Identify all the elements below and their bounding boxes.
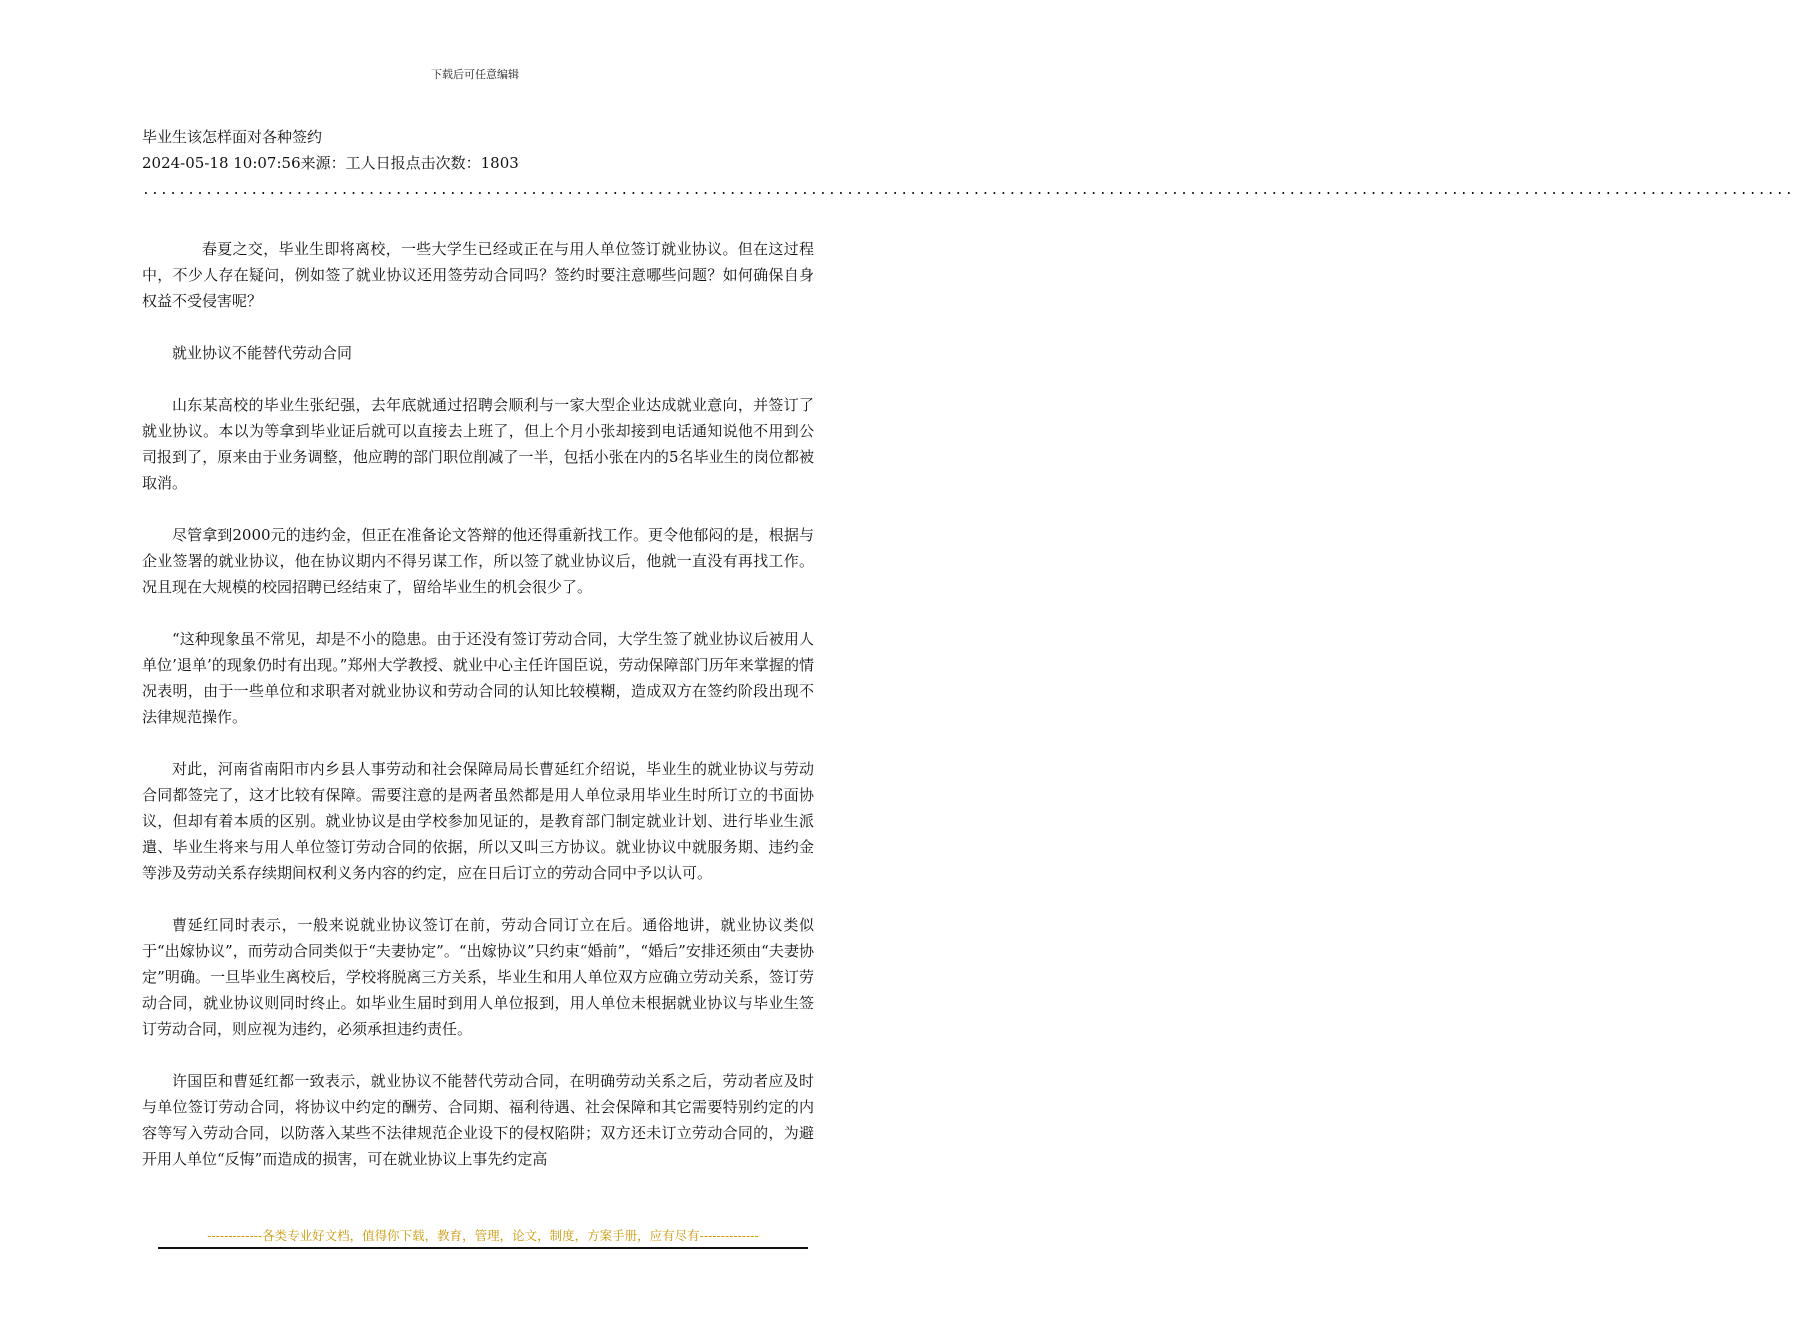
article-title: 毕业生该怎样面对各种签约 (142, 128, 323, 146)
paragraph: 许国臣和曹延红都一致表示，就业协议不能替代劳动合同，在明确劳动关系之后，劳动者应及时与单位签订劳动合同，将协议中约定的酬劳、合同期、福利待遇、社会保障和其它需要特别约定的内容等写入劳动合同，以防落入某些不法律规范企业设下的侵权陷阱；双方还未订立劳动合同的，为避开用人单位“反悔”而造成的损害，可在就业协议上事先约定高 (142, 1072, 814, 1168)
paragraph-intro: 春夏之交，毕业生即将离校，一些大学生已经或正在与用人单位签订就业协议。但在这过程中，不少人存在疑问，例如签了就业协议还用签劳动合同吗？签约时要注意哪些问题？如何确保自身权益不受侵害呢？ (142, 240, 814, 310)
paragraph: “这种现象虽不常见，却是不小的隐患。由于还没有签订劳动合同，大学生签了就业协议后被用人单位’退单’的现象仍时有出现。”郑州大学教授、就业中心主任许国臣说，劳动保障部门历年来掌握的情况表明，由于一些单位和求职者对就业协议和劳动合同的认知比较模糊，造成双方在签约阶段出现不法律规范操作。 (142, 630, 814, 726)
page-header: 下载后可任意编辑 (431, 68, 519, 81)
paragraph: 对此，河南省南阳市内乡县人事劳动和社会保障局局长曹延红介绍说，毕业生的就业协议与劳动合同都签完了，这才比较有保障。需要注意的是两者虽然都是用人单位录用毕业生时所订立的书面协议，但却有着本质的区别。就业协议是由学校参加见证的，是教育部门制定就业计划、进行毕业生派遣、毕业生将来与用人单位签订劳动合同的依据，所以又叫三方协议。就业协议中就服务期、违约金等涉及劳动关系存续期间权利义务内容的约定，应在日后订立的劳动合同中予以认可。 (142, 760, 814, 882)
article-meta: 2024-05-18 10:07:56来源：工人日报点击次数：1803 (142, 154, 519, 172)
paragraph: 曹延红同时表示，一般来说就业协议签订在前，劳动合同订立在后。通俗地讲，就业协议类似于“出嫁协议”，而劳动合同类似于“夫妻协定”。“出嫁协议”只约束“婚前”，“婚后”安排还须由“夫妻协定”明确。一旦毕业生离校后，学校将脱离三方关系，毕业生和用人单位双方应确立劳动关系，签订劳动合同，就业协议则同时终止。如毕业生届时到用人单位报到，用人单位未根据就业协议与毕业生签订劳动合同，则应视为违约，必须承担违约责任。 (142, 916, 814, 1038)
section-heading: 就业协议不能替代劳动合同 (172, 344, 353, 362)
paragraph: 山东某高校的毕业生张纪强，去年底就通过招聘会顺利与一家大型企业达成就业意向，并签订了就业协议。本以为等拿到毕业证后就可以直接去上班了，但上个月小张却接到电话通知说他不用到公司报到了，原来由于业务调整，他应聘的部门职位削减了一半，包括小张在内的5名毕业生的岗位都被取消。 (142, 396, 814, 492)
article (142, 124, 1794, 1172)
dotted-separator: ....................................................................................................................................................................................... (142, 183, 1794, 198)
footer-banner: -------------各类专业好文档，值得你下载，教育，管理，论文，制度，方案手册，应有尽有-------------- (158, 1226, 808, 1249)
paragraph: 尽管拿到2000元的违约金，但正在准备论文答辩的他还得重新找工作。更令他郁闷的是，根据与企业签署的就业协议，他在协议期内不得另谋工作，所以签了就业协议后，他就一直没有再找工作。况且现在大规模的校园招聘已经结束了，留给毕业生的机会很少了。 (142, 526, 814, 596)
